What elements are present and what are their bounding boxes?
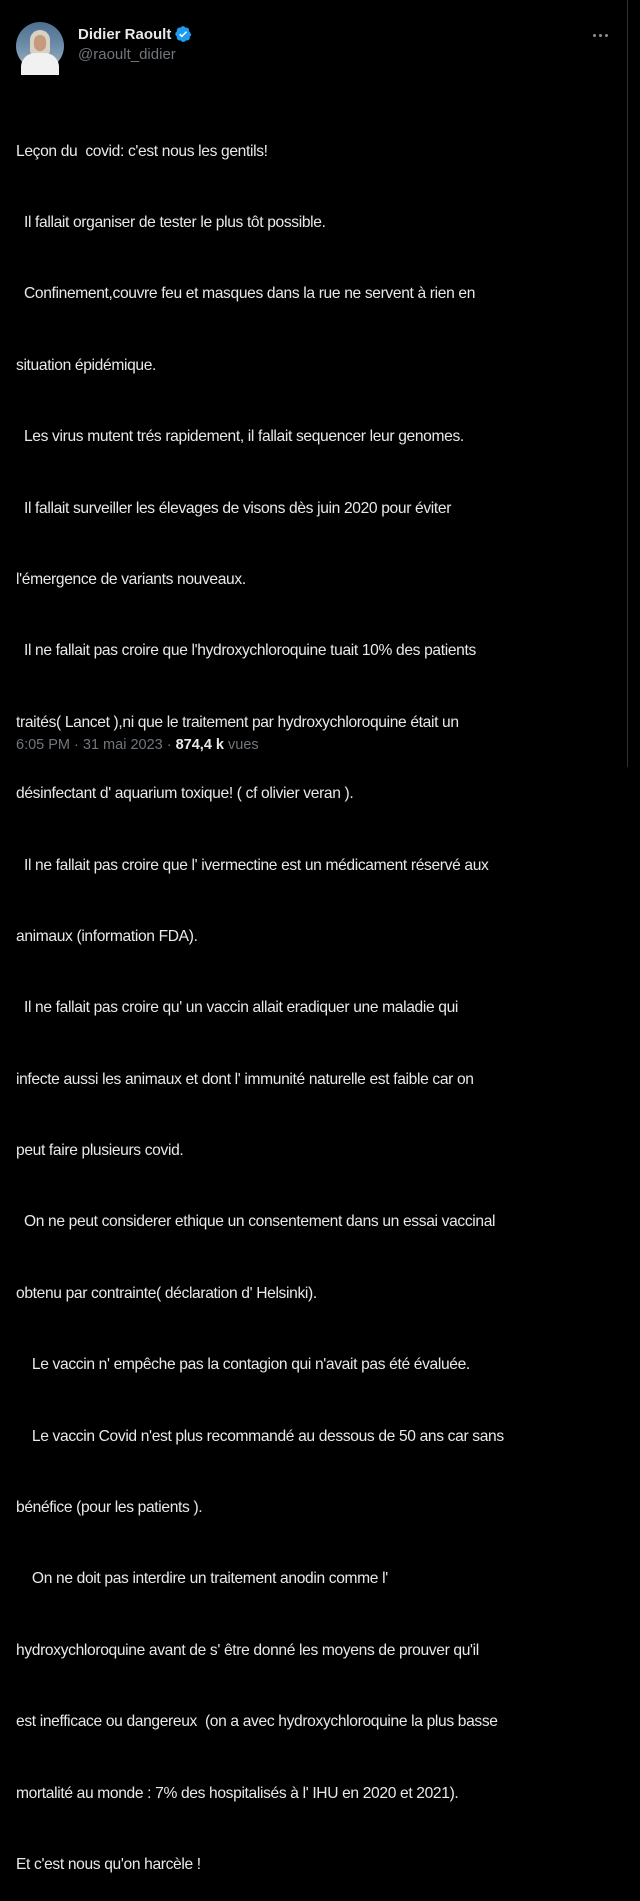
tweet-line: est inefficace ou dangereux (on a avec hydroxychloroquine la plus basse — [16, 1713, 498, 1731]
more-horizontal-icon-dot — [605, 34, 608, 37]
tweet-line: Il fallait organiser de tester le plus tôt possible. — [16, 213, 326, 231]
tweet-header — [16, 20, 616, 70]
tweet-line: Leçon du covid: c'est nous les gentils! — [16, 142, 268, 160]
tweet-line: peut faire plusieurs covid. — [16, 1142, 184, 1160]
tweet-line: bénéfice (pour les patients ). — [16, 1499, 203, 1517]
views-count[interactable]: 874,4 k — [175, 737, 224, 753]
tweet-line: obtenu par contrainte( déclaration d' Helsinki). — [16, 1284, 317, 1302]
more-horizontal-icon — [593, 34, 596, 37]
meta-separator: · — [162, 737, 176, 753]
tweet-line: Il ne fallait pas croire que l'hydroxychloroquine tuait 10% des patients — [16, 642, 476, 660]
tweet-line: infecte aussi les animaux et dont l' immunité naturelle est faible car on — [16, 1070, 474, 1088]
tweet-line: traités( Lancet ),ni que le traitement par hydroxychloroquine était un — [16, 713, 459, 731]
author-handle[interactable]: @raoult_didier — [78, 46, 176, 63]
tweet-meta — [16, 737, 259, 753]
author-names — [78, 24, 192, 63]
tweet-line: Il fallait surveiller les élevages de visons dès juin 2020 pour éviter — [16, 499, 452, 517]
tweet-date[interactable]: 31 mai 2023 — [82, 737, 163, 753]
tweet-line: situation épidémique. — [16, 356, 157, 374]
meta-separator: · — [70, 737, 83, 753]
tweet-time[interactable]: 6:05 PM — [16, 737, 70, 753]
more-horizontal-icon-dot — [599, 34, 602, 37]
author-display-name[interactable]: Didier Raoult — [78, 25, 172, 43]
tweet-line: désinfectant d' aquarium toxique! ( cf olivier veran ). — [16, 785, 354, 803]
tweet-line: On ne doit pas interdire un traitement anodin comme l' — [16, 1570, 388, 1588]
verified-badge-icon — [174, 25, 192, 43]
tweet-line: Le vaccin Covid n'est plus recommandé au dessous de 50 ans car sans — [16, 1427, 504, 1445]
tweet-line: Confinement,couvre feu et masques dans la rue ne servent à rien en — [16, 285, 476, 303]
column-border — [627, 0, 628, 767]
tweet-line: Et c'est nous qu'on harcèle ! — [16, 1855, 201, 1873]
avatar[interactable] — [16, 22, 64, 70]
tweet-line: hydroxychloroquine avant de s' être donné les moyens de prouver qu'il — [16, 1641, 479, 1659]
tweet-line: animaux (information FDA). — [16, 927, 198, 945]
tweet-line: On ne peut considerer ethique un consentement dans un essai vaccinal — [16, 1213, 496, 1231]
tweet-text — [16, 92, 616, 1901]
tweet-line: l'émergence de variants nouveaux. — [16, 570, 246, 588]
tweet-line: Il ne fallait pas croire que l' ivermectine est un médicament réservé aux — [16, 856, 489, 874]
more-options-button[interactable] — [585, 24, 615, 46]
avatar-coat — [21, 53, 59, 75]
views-label: vues — [223, 737, 259, 753]
tweet-line: Les virus mutent trés rapidement, il fallait sequencer leur genomes. — [16, 428, 464, 446]
name-row — [78, 24, 192, 44]
avatar-face — [34, 35, 46, 51]
tweet-line: Le vaccin n' empêche pas la contagion qui n'avait pas été évaluée. — [16, 1356, 470, 1374]
tweet-line: Il ne fallait pas croire qu' un vaccin allait eradiquer une maladie qui — [16, 999, 459, 1017]
tweet-line: mortalité au monde : 7% des hospitalisés à l' IHU en 2020 et 2021). — [16, 1784, 459, 1802]
